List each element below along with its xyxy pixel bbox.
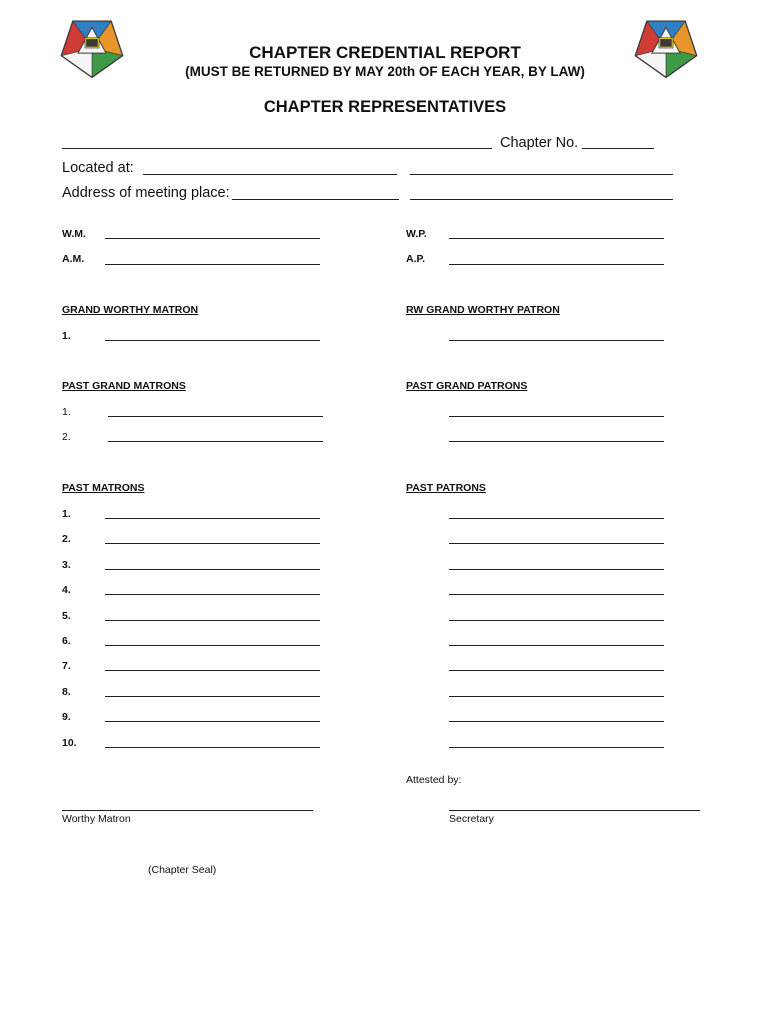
past-matron-field[interactable]	[105, 670, 320, 671]
am-label: A.M.	[62, 253, 85, 265]
attested-by-label: Attested by:	[406, 774, 462, 786]
chapter-no-label: Chapter No.	[500, 135, 579, 151]
worthy-matron-signature-field[interactable]	[62, 810, 313, 811]
located-at-field[interactable]	[143, 174, 397, 175]
past-matron-number: 2.	[62, 533, 71, 546]
past-matron-number: 10.	[62, 736, 77, 749]
past-matron-number: 8.	[62, 685, 71, 698]
past-matron-number: 9.	[62, 711, 71, 724]
chapter-seal-label: (Chapter Seal)	[148, 864, 217, 876]
pgm-number-1: 1.	[62, 406, 71, 418]
worthy-matron-label: Worthy Matron	[62, 813, 131, 825]
wm-label: W.M.	[62, 228, 86, 240]
past-matron-number: 5.	[62, 609, 71, 622]
past-patron-field[interactable]	[449, 518, 664, 519]
located-at-label: Located at:	[62, 160, 134, 176]
past-matron-field[interactable]	[105, 696, 320, 697]
past-grand-patrons-heading: PAST GRAND PATRONS	[406, 380, 528, 392]
past-matron-number: 7.	[62, 660, 71, 673]
am-field[interactable]	[105, 264, 320, 265]
pgm-field-2[interactable]	[108, 441, 323, 442]
past-matron-field[interactable]	[105, 645, 320, 646]
gwm-field[interactable]	[105, 340, 320, 341]
past-matron-field[interactable]	[105, 620, 320, 621]
page-subtitle: (MUST BE RETURNED BY MAY 20th OF EACH YEAR, BY LAW)	[185, 64, 585, 79]
past-matron-field[interactable]	[105, 747, 320, 748]
chapter-name-field[interactable]	[62, 148, 492, 149]
rw-grand-worthy-patron-heading: RW GRAND WORTHY PATRON	[406, 304, 560, 316]
ap-field[interactable]	[449, 264, 664, 265]
page-title: CHAPTER CREDENTIAL REPORT	[249, 43, 521, 62]
past-matron-number: 3.	[62, 558, 71, 571]
secretary-label: Secretary	[449, 813, 494, 825]
past-patron-field[interactable]	[449, 670, 664, 671]
past-matrons-heading: PAST MATRONS	[62, 482, 145, 494]
pgm-field-1[interactable]	[108, 416, 323, 417]
wp-label: W.P.	[406, 228, 427, 240]
located-at-field-2[interactable]	[410, 174, 673, 175]
past-patrons-heading: PAST PATRONS	[406, 482, 486, 494]
past-grand-matrons-heading: PAST GRAND MATRONS	[62, 380, 186, 392]
past-matron-field[interactable]	[105, 543, 320, 544]
past-matron-field[interactable]	[105, 518, 320, 519]
wm-field[interactable]	[105, 238, 320, 239]
chapter-no-field[interactable]	[582, 148, 654, 149]
past-patron-field[interactable]	[449, 721, 664, 722]
grand-worthy-matron-heading: GRAND WORTHY MATRON	[62, 304, 199, 316]
address-label: Address of meeting place:	[62, 185, 230, 201]
past-matron-field[interactable]	[105, 569, 320, 570]
past-matron-number: 1.	[62, 508, 71, 520]
past-patron-field[interactable]	[449, 543, 664, 544]
section-title: CHAPTER REPRESENTATIVES	[263, 98, 507, 116]
past-patron-field[interactable]	[449, 645, 664, 646]
secretary-signature-field[interactable]	[449, 810, 700, 811]
address-field-2[interactable]	[410, 199, 673, 200]
address-field[interactable]	[232, 199, 399, 200]
past-patron-field[interactable]	[449, 620, 664, 621]
past-matron-field[interactable]	[105, 721, 320, 722]
past-matron-field[interactable]	[105, 594, 320, 595]
pgp-field-2[interactable]	[449, 441, 664, 442]
pgp-field-1[interactable]	[449, 416, 664, 417]
gwm-number: 1.	[62, 330, 71, 342]
ap-label: A.P.	[406, 253, 426, 265]
wp-field[interactable]	[449, 238, 664, 239]
past-matron-number: 6.	[62, 635, 71, 647]
past-patron-field[interactable]	[449, 696, 664, 697]
past-patron-field[interactable]	[449, 569, 664, 570]
rwgwp-field[interactable]	[449, 340, 664, 341]
past-matron-number: 4.	[62, 584, 71, 597]
past-patron-field[interactable]	[449, 747, 664, 748]
past-patron-field[interactable]	[449, 594, 664, 595]
pgm-number-2: 2.	[62, 431, 71, 443]
